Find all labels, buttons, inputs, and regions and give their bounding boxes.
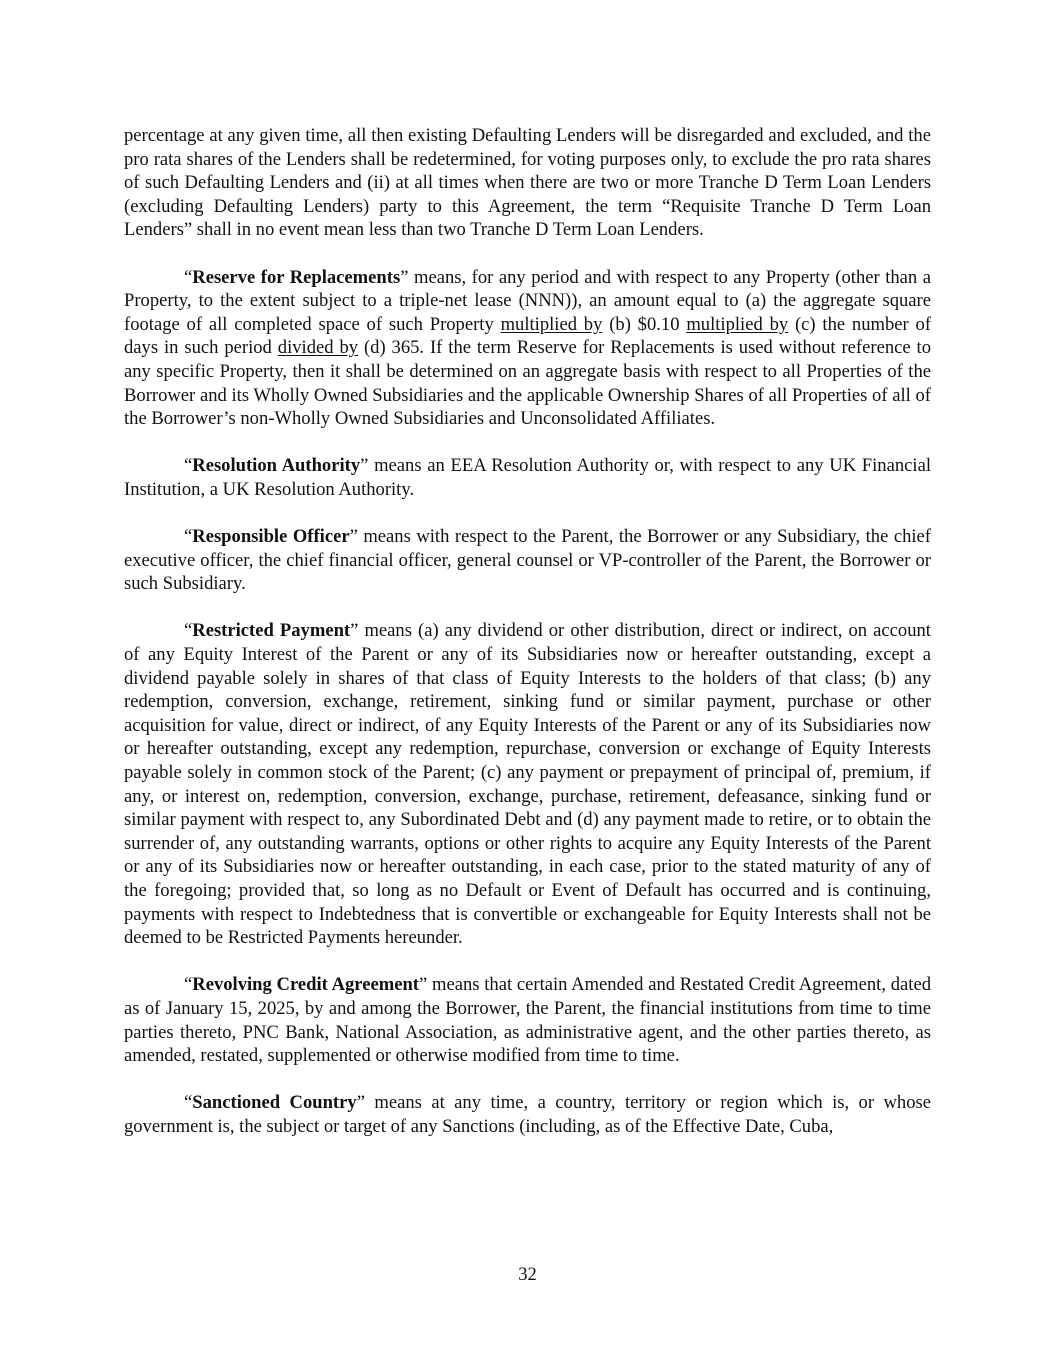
defined-term: Responsible Officer [192,526,350,548]
definition-text: (d) 365. If the term Reserve for Replacements is used without reference to any specific Property, then it shall be determined on an aggregate basis with respect to all Properties of the Borrower and its Wholly Owned Subsidiaries and the applicable Ownership Shares of all Properties of all of the Borrower’s non-Wholly Owned Subsidiaries and Unconsolidated Affiliates. [124,337,931,430]
open-quote: “ [184,526,193,548]
open-quote: “ [184,620,193,642]
definition-sanctioned-country [124,1091,931,1138]
definition-reserve-for-replacements [124,266,931,431]
open-quote: “ [184,974,193,996]
definition-restricted-payment [124,619,931,949]
definition-text: ” means, for any period and with respect to any Property (other than a Property, to the extent subject to a triple-net lease (NNN)), an amount equal to (a) the aggregate square footage of all completed space of such Property [124,266,931,335]
definition-resolution-authority [124,454,931,501]
page-number: 32 [518,1264,537,1285]
definition-text: (b) $0.10 [602,313,687,335]
underlined-phrase: divided by [277,337,359,359]
definition-text: (c) the number of days in such period [124,313,932,359]
definition-responsible-officer [124,525,931,596]
paragraph-continuation: percentage at any given time, all then existing Defaulting Lenders will be disregarded and excluded, and the pro rata shares of the Lenders shall be redetermined, for voting purposes only, to exclude the pro rata shares of such Defaulting Lenders and (ii) at all times when there are two or more Tranche D Term Loan Lenders (excluding Defaulting Lenders) party to this Agreement, the term “Requisite Tranche D Term Loan Lenders” shall in no event mean less than two Tranche D Term Loan Lenders. [124,125,931,241]
open-quote: “ [184,455,193,477]
open-quote: “ [184,266,193,288]
defined-term: Revolving Credit Agreement [192,974,419,996]
document-page [124,124,931,1162]
definition-text: ” means with respect to the Parent, the Borrower or any Subsidiary, the chief executive officer, the chief financial officer, general counsel or VP-controller of the Parent, the Borrower or such Subsidiary. [124,526,931,595]
underlined-phrase: multiplied by [500,313,603,335]
defined-term: Sanctioned Country [192,1092,357,1114]
defined-term: Resolution Authority [192,455,361,477]
definition-text: ” means that certain Amended and Restated Credit Agreement, dated as of January 15, 2025, by and among the Borrower, the Parent, the financial institutions from time to time parties thereto, PNC Bank, National Association, as administrative agent, and the other parties thereto, as amended, restated, supplemented or otherwise modified from time to time. [124,974,932,1067]
definition-text: ” means (a) any dividend or other distribution, direct or indirect, on account of any Equity Interest of the Parent or any of its Subsidiaries now or hereafter outstanding, except a dividend payable solely in shares of that class of Equity Interests to the holders of that class; (b) any redemption, conversion, exchange, retirement, sinking fund or similar payment, purchase or other acquisition for value, direct or indirect, of any Equity Interests of the Parent or any of its Subsidiaries now or hereafter outstanding, except any redemption, repurchase, conversion or exchange of Equity Interests payable solely in common stock of the Parent; (c) any payment or prepayment of principal of, premium, if any, or interest on, redemption, conversion, exchange, purchase, retirement, defeasance, sinking fund or similar payment with respect to, any Subordinated Debt and (d) any payment made to retire, or to obtain the surrender of, any outstanding warrants, options or other rights to acquire any Equity Interests of the Parent or any of its Subsidiaries now or hereafter outstanding, in each case, prior to the stated maturity of any of the foregoing; provided that, so long as no Default or Event of Default has occurred and is continuing, payments with respect to Indebtedness that is convertible or exchangeable for Equity Interests shall not be deemed to be Restricted Payments hereunder. [124,620,931,949]
definition-revolving-credit-agreement [124,973,931,1067]
defined-term: Restricted Payment [192,620,351,642]
underlined-phrase: multiplied by [686,313,789,335]
definition-text: ” means an EEA Resolution Authority or, with respect to any UK Financial Institution, a UK Resolution Authority. [124,455,931,500]
defined-term: Reserve for Replacements [192,266,401,288]
open-quote: “ [184,1092,193,1114]
definition-text: ” means at any time, a country, territory or region which is, or whose government is, the subject or target of any Sanctions (including, as of the Effective Date, Cuba, [124,1092,931,1137]
